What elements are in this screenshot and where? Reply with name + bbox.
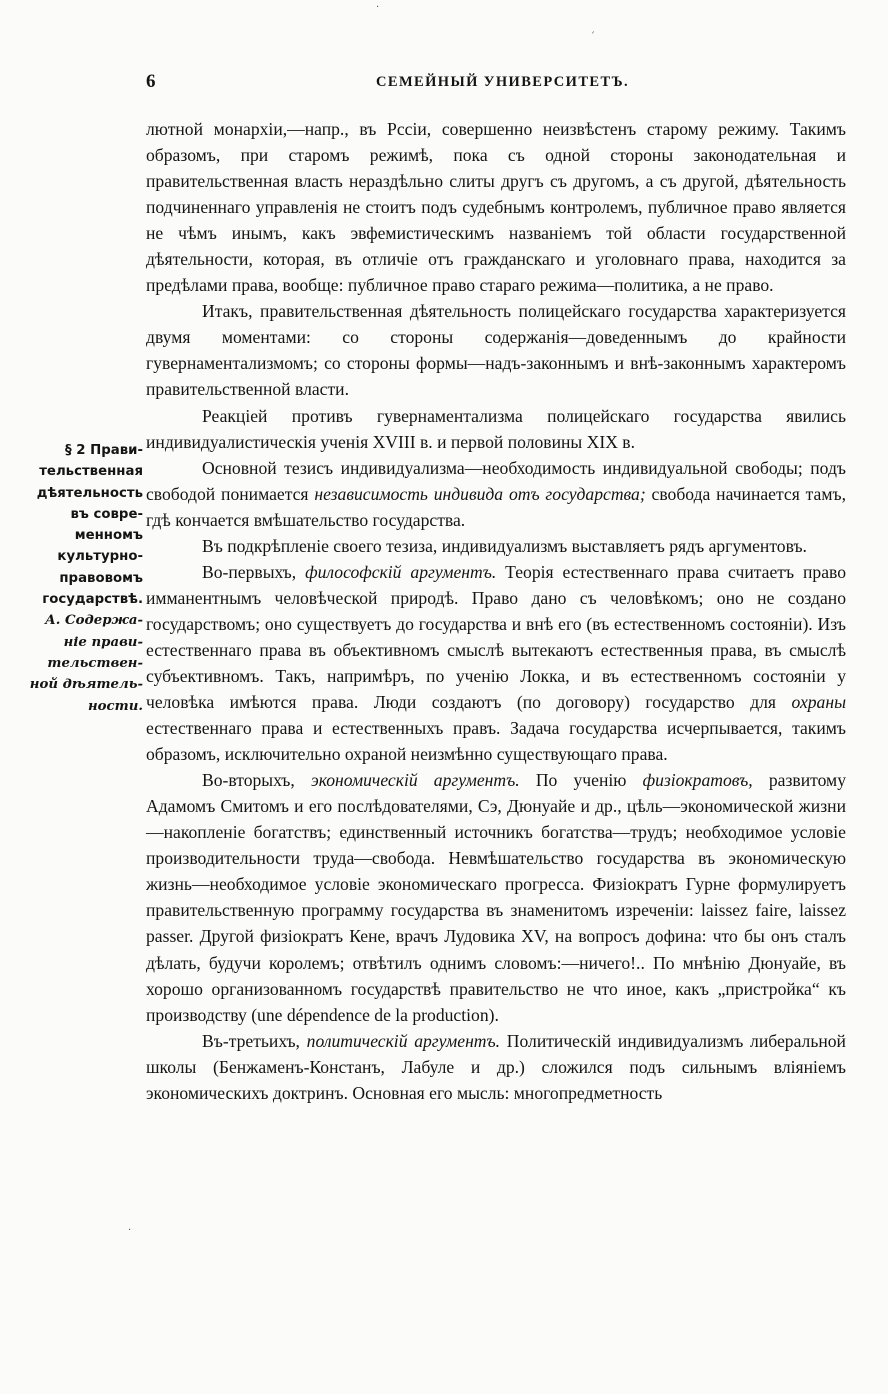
paragraph: Реакціей противъ гувернаментализма полицейскаго государства явились индивидуалистическія ученія XVIII в. и первой половины XIX в. [146, 405, 846, 452]
page-header [146, 71, 846, 97]
margin-note-line: дѣятельность [36, 485, 143, 501]
scan-speck: ˊ [590, 32, 595, 43]
emphasis: экономическій аргументъ. [310, 770, 520, 791]
text-run: По ученію [519, 770, 643, 791]
paragraph [146, 767, 846, 1027]
paragraph: Итакъ, правительственная дѣятельность полицейскаго государства характеризуется двумя моментами: со стороны содержанія—доведеннымъ до крайности гувернаментализмомъ; со стороны формы—надъ-законнымъ и внѣ-законнымъ характеромъ правительственной власти. [146, 301, 846, 400]
paragraph: лютной монархіи,—напр., въ Рссіи, совершенно неизвѣстенъ старому режиму. Такимъ образомъ, при старомъ режимѣ, пока съ одной стороны законодательная и правительственная власть нераздѣльно слиты другъ съ другомъ, а съ другой, дѣятельность подчиненнаго управленія не стоитъ подъ судебнымъ контролемъ, публичное право является не чѣмъ инымъ, какъ эвфемистическимъ названіемъ той области государственной дѣятельности, которая, въ отличіе отъ гражданскаго и уголовнаго права, находится за предѣлами права, вообще: публичное право стараго режима—политика, а не право. [146, 119, 846, 296]
paragraph [146, 559, 846, 767]
text-run: Во-первыхъ, [202, 561, 306, 582]
margin-subnote-line: А. Содержа- [44, 613, 143, 629]
emphasis: независимость индивида отъ государства; [314, 483, 646, 504]
margin-note-line: менномъ [74, 528, 143, 544]
text-run: Основной тезисъ индивидуализма—необходимость индивидуальной свободы; подъ свободой понимается [146, 457, 846, 504]
text-run: естественнаго права и естественныхъ правъ. Задача государства исчерпывается, такимъ образомъ, исключительно охраной неизмѣнно существующаго права. [146, 718, 846, 765]
emphasis: философскій аргументъ. [305, 561, 497, 582]
paragraph [146, 455, 846, 533]
margin-note-line: культурно- [57, 549, 143, 565]
margin-note-line: правовомъ [59, 570, 143, 586]
margin-note-line: въ совре- [70, 506, 143, 522]
text-run: Въ-третьихъ, [202, 1030, 307, 1051]
text-run: свобода начинается тамъ, гдѣ кончается вмѣшательство государства. [146, 483, 846, 530]
margin-subnote-line: ніе прави- [63, 634, 143, 650]
margin-subnote-line: ной дѣятель- [29, 677, 143, 693]
paragraph [146, 1028, 846, 1106]
margin-subnote-line: тельствен- [47, 655, 143, 671]
body-text [146, 116, 846, 1106]
margin-note [0, 440, 143, 717]
margin-note-line: государствѣ. [42, 592, 143, 608]
emphasis: охраны [791, 692, 846, 713]
text-run: Во-вторыхъ, [202, 770, 311, 791]
text-run: Политическій индивидуализмъ либеральной школы (Бенжаменъ-Констанъ, Лабуле и др.) сложился подъ сильнымъ вліяніемъ экономическихъ доктринъ. Основная его мысль: многопредметность [146, 1030, 846, 1103]
text-run: Теорія естественнаго права считаетъ право имманентнымъ человѣческой природѣ. Право дано съ человѣкомъ; оно не создано государствомъ; оно существуетъ до государства и внѣ его (въ естественномъ состояніи). Изъ естественнаго права въ объективномъ смыслѣ вытекаютъ естественныя права, въ смыслѣ субъективномъ. Такъ, напримѣръ, по ученію Локка, и въ естественномъ состояніи у человѣка имѣются права. Люди создаютъ (по договору) государство для [146, 561, 847, 713]
paragraph: Въ подкрѣпленіе своего тезиза, индивидуализмъ выставляетъ рядъ аргументовъ. [202, 535, 807, 556]
margin-subnote-line: ности. [87, 698, 143, 714]
emphasis: политическій аргументъ. [306, 1030, 501, 1051]
emphasis: физіократовъ, [642, 770, 753, 791]
text-run: развитому Адамомъ Смитомъ и его послѣдователями, Сэ, Дюнуайе и др., цѣль—экономической жизни—накопленіе богатствъ; единственный источникъ богатства—трудъ; необходимое условіе производительности труда—свобода. Невмѣшательство государства въ экономическую жизнь—необходимое условіе экономическаго прогресса. Физіократъ Гурне формулируетъ правительственную программу государства въ знаменитомъ изреченіи: laissez faire, laissez passer. Другой физіократъ Кене, врачъ Лудовика XV, на вопросъ дофина: что бы онъ сталъ дѣлать, будучи королемъ; отвѣтилъ однимъ словомъ:—ничего!.. По мнѣнію Дюнуайе, въ хорошо организованномъ государствѣ правительство не что иное, какъ „пристройка“ къ производству (une dépendence de la production). [146, 770, 846, 1025]
running-title: СЕМЕЙНЫЙ УНИВЕРСИТЕТЪ. [376, 74, 630, 90]
margin-note-line: тельственная [39, 464, 143, 480]
scan-speck: · [128, 1225, 132, 1236]
page-number: 6 [146, 71, 156, 92]
margin-note-line: § 2 Прави- [64, 443, 143, 458]
scan-speck: · [376, 2, 380, 13]
